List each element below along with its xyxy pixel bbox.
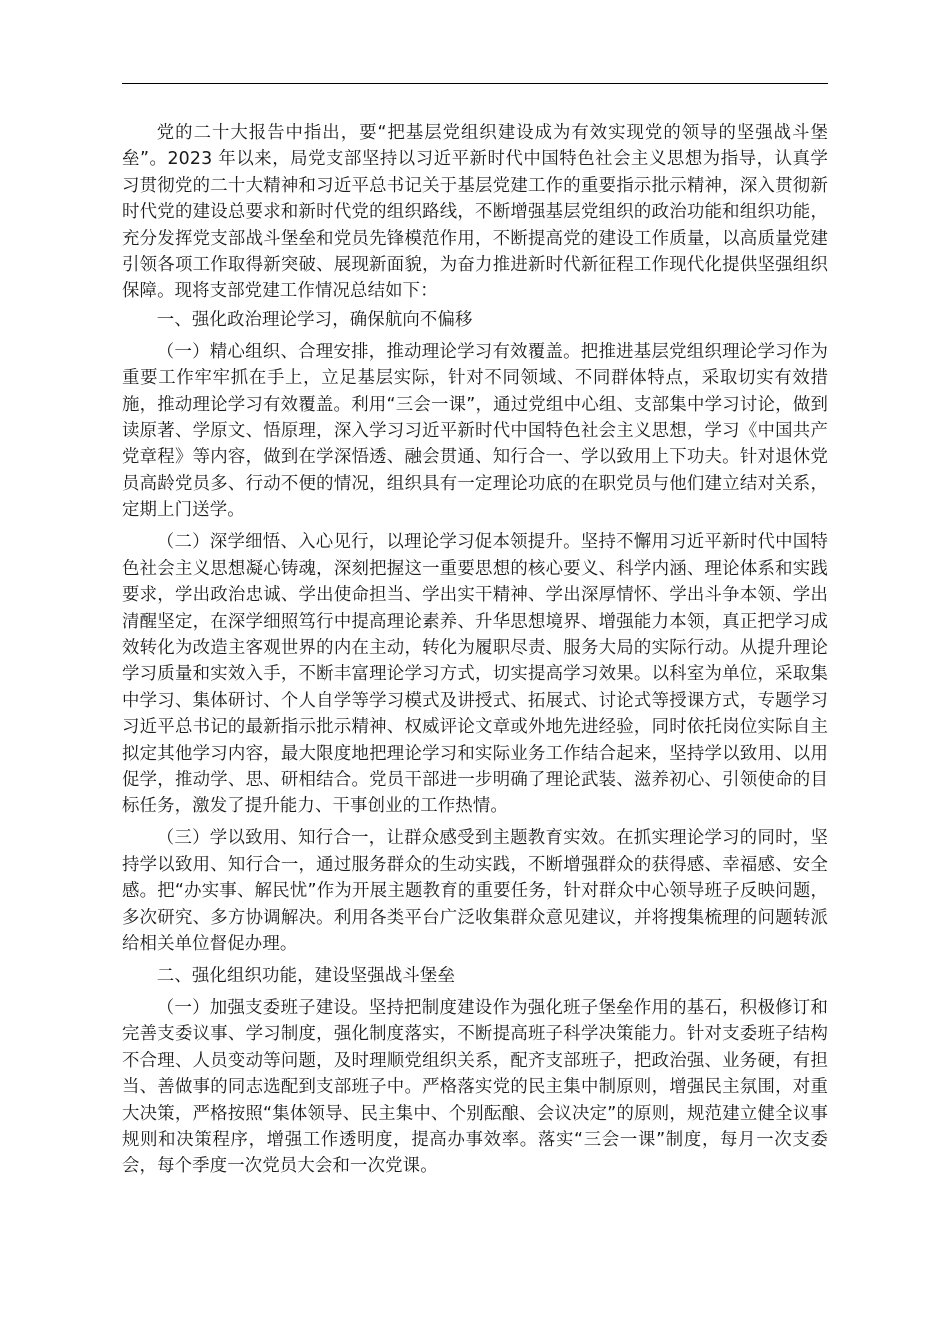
- paragraph-2-1: （一）加强支委班子建设。坚持把制度建设作为强化班子堡垒作用的基石，积极修订和完善支委议事、学习制度，强化制度落实，不断提高班子科学决策能力。针对支委班子结构不合理、人员变动等问题，及时理顺党组织关系，配齐支部班子，把政治强、业务硬，有担当、善做事的同志选配到支部班子中。严格落实党的民主集中制原则，增强民主氛围，对重大决策，严格按照“集体领导、民主集中、个别酝酿、会议决定”的原则，规范建立健全议事规则和决策程序，增强工作透明度，提高办事效率。落实“三会一课”制度，每月一次支委会，每个季度一次党员大会和一次党课。: [122, 997, 828, 1177]
- paragraph-1-2: （二）深学细悟、入心见行，以理论学习促本领提升。坚持不懈用习近平新时代中国特色社会主义思想凝心铸魂，深刻把握这一重要思想的核心要义、科学内涵、理论体系和实践要求，学出政治忠诚、学出使命担当、学出实干精神、学出深厚情怀、学出斗争本领、学出清醒坚定，在深学细照笃行中提高理论素养、升华思想境界、增强能力本领，真正把学习成效转化为改造主客观世界的内在主动，转化为履职尽责、服务大局的实际行动。从提升理论学习质量和实效入手，不断丰富理论学习方式，切实提高学习效果。以科室为单位，采取集中学习、集体研讨、个人自学等学习模式及讲授式、拓展式、讨论式等授课方式，专题学习习近平总书记的最新指示批示精神、权威评论文章或外地先进经验，同时依托岗位实际自主拟定其他学习内容，最大限度地把理论学习和实际业务工作结合起来，坚持学以致用、以用促学，推动学、思、研相结合。党员干部进一步明确了理论武装、滋养初心、引领使命的目标任务，激发了提升能力、干事创业的工作热情。: [122, 532, 828, 817]
- document-body: [122, 120, 828, 1185]
- section-heading-1: 一、强化政治理论学习，确保航向不偏移: [156, 309, 473, 330]
- paragraph-1-3: （三）学以致用、知行合一，让群众感受到主题教育实效。在抓实理论学习的同时，坚持学以致用、知行合一，通过服务群众的生动实践，不断增强群众的获得感、幸福感、安全感。把“办实事、解民忧”作为开展主题教育的重要任务，针对群众中心领导班子反映问题，多次研究、多方协调解决。利用各类平台广泛收集群众意见建议，并将搜集梳理的问题转派给相关单位督促办理。: [122, 828, 828, 954]
- header-rule: [122, 83, 828, 84]
- paragraph-1-1: （一）精心组织、合理安排，推动理论学习有效覆盖。把推进基层党组织理论学习作为重要工作牢牢抓在手上，立足基层实际，针对不同领域、不同群体特点，采取切实有效措施，推动理论学习有效覆盖。利用“三会一课”，通过党组中心组、支部集中学习讨论，做到读原著、学原文、悟原理，深入学习习近平新时代中国特色社会主义思想，学习《中国共产党章程》等内容，做到在学深悟透、融会贯通、知行合一、学以致用上下功夫。针对退休党员高龄党员多、行动不便的情况，组织具有一定理论功底的在职党员与他们建立结对关系，定期上门送学。: [122, 341, 828, 521]
- section-heading-2: 二、强化组织功能，建设坚强战斗堡垒: [156, 965, 455, 986]
- intro-paragraph: 党的二十大报告中指出，要“把基层党组织建设成为有效实现党的领导的坚强战斗堡垒”。2023 年以来，局党支部坚持以习近平新时代中国特色社会主义思想为指导，认真学习贯彻党的二十大精神和习近平总书记关于基层党建工作的重要指示批示精神，深入贯彻新时代党的建设总要求和新时代党的组织路线，不断增强基层党组织的政治功能和组织功能，充分发挥党支部战斗堡垒和党员先锋模范作用，不断提高党的建设工作质量，以高质量党建引领各项工作取得新突破、展现新面貌，为奋力推进新时代新征程工作现代化提供坚强组织保障。现将支部党建工作情况总结如下：: [122, 123, 828, 302]
